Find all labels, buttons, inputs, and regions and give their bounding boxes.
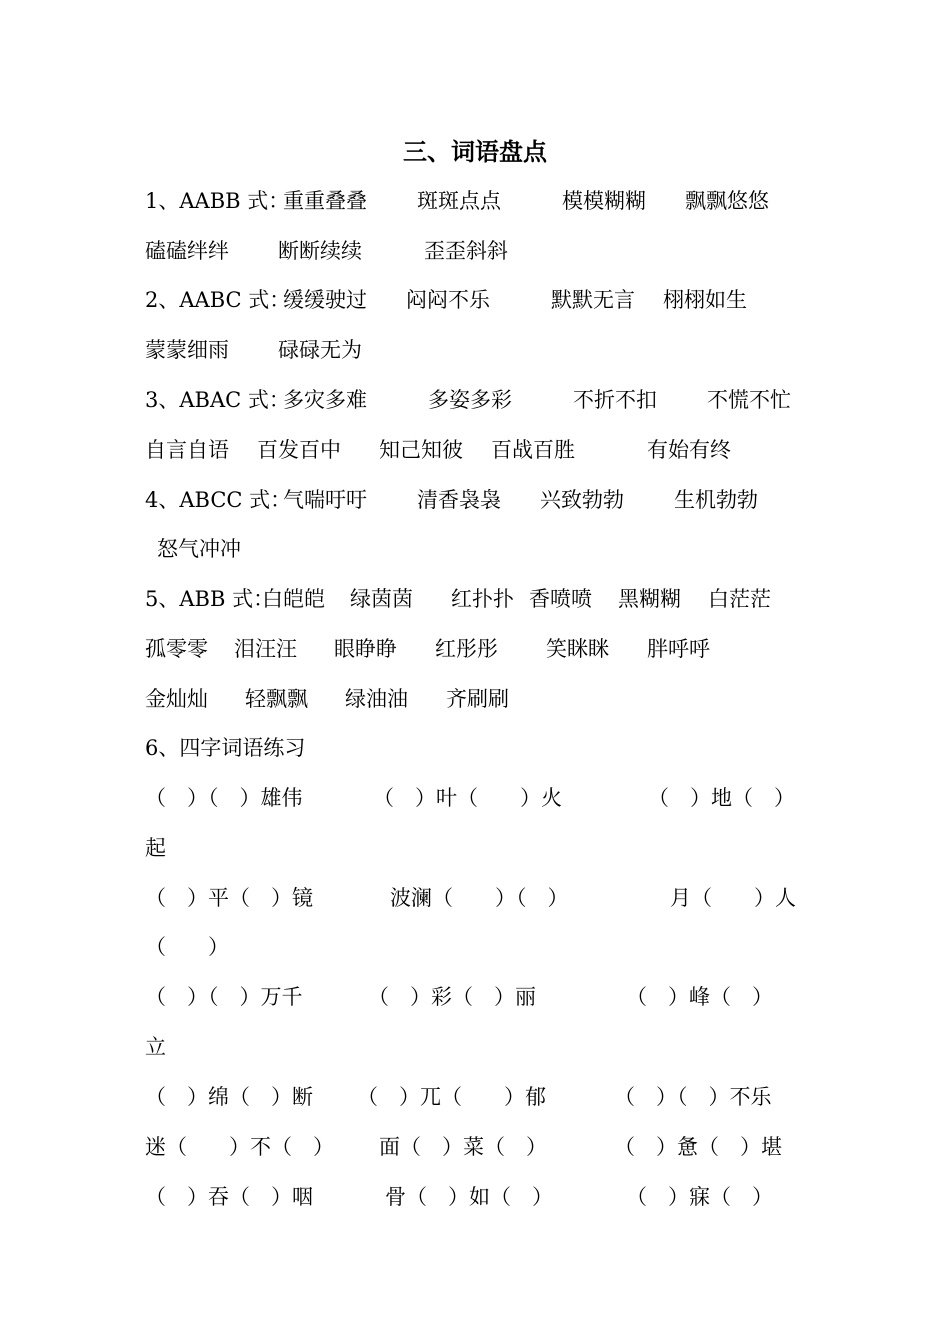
word: 不慌不忙 (707, 388, 791, 412)
section-heading: 5、ABB 式： (145, 587, 275, 611)
section-4-line-1 (0, 484, 950, 516)
word: 金灿灿 (145, 687, 208, 711)
exercise-line (0, 1081, 950, 1113)
word: 红扑扑 (451, 587, 514, 611)
word: 歪歪斜斜 (424, 239, 508, 263)
word: 缓缓驶过 (283, 288, 367, 312)
exercise-item: 月（ ）人 (670, 886, 796, 910)
word: 多姿多彩 (428, 388, 512, 412)
section-5-line-3 (0, 683, 950, 715)
word: 轻飘飘 (245, 687, 308, 711)
exercise-item: （ ） (145, 935, 229, 959)
word: 红彤彤 (435, 637, 498, 661)
exercise-line (0, 882, 950, 914)
exercise-line (0, 782, 950, 814)
exercise-item: （ ）（ ）不乐 (614, 1085, 772, 1109)
exercise-item: 骨（ ）如（ ） (385, 1185, 553, 1209)
word: 兴致勃勃 (540, 488, 624, 512)
exercise-line (0, 1131, 950, 1163)
exercise-item: 迷（ ）不（ ） (145, 1135, 334, 1159)
exercise-item: （ ）（ ）万千 (145, 985, 303, 1009)
section-3-line-2 (0, 434, 950, 466)
exercise-line (0, 1031, 950, 1063)
word: 白皑皑 (262, 587, 325, 611)
section-6-heading-line (0, 732, 950, 764)
section-4-line-2 (0, 533, 950, 565)
word: 黑糊糊 (618, 587, 681, 611)
exercise-item: 面（ ）菜（ ） (379, 1135, 547, 1159)
exercise-line (0, 981, 950, 1013)
exercise-item: （ ）（ ）雄伟 (145, 786, 303, 810)
word: 默默无言 (551, 288, 635, 312)
word: 笑眯眯 (546, 637, 609, 661)
exercise-item: 起 (145, 836, 166, 860)
word: 断断续续 (278, 239, 362, 263)
section-2-line-2 (0, 334, 950, 366)
section-heading: 2、AABC 式： (145, 288, 291, 312)
exercise-line (0, 832, 950, 864)
exercise-item: （ ）平（ ）镜 (145, 886, 313, 910)
word: 知己知彼 (379, 438, 463, 462)
word: 百战百胜 (491, 438, 575, 462)
exercise-item: （ ）惫（ ）堪 (614, 1135, 782, 1159)
exercise-item: （ ）绵（ ）断 (145, 1085, 313, 1109)
word: 泪汪汪 (234, 637, 297, 661)
exercise-item: （ ）兀（ ）郁 (357, 1085, 546, 1109)
exercise-line (0, 931, 950, 963)
page-title: 三、词语盘点 (403, 137, 547, 166)
exercise-item: 波澜（ ）（ ） (390, 886, 569, 910)
section-1-line-1 (0, 185, 950, 217)
word: 栩栩如生 (663, 288, 747, 312)
exercise-item: （ ）地（ ） (648, 786, 795, 810)
section-heading: 3、ABAC 式： (145, 388, 290, 412)
word: 绿油油 (345, 687, 408, 711)
word: 斑斑点点 (417, 189, 501, 213)
word: 自言自语 (145, 438, 229, 462)
word: 绿茵茵 (350, 587, 413, 611)
word: 蒙蒙细雨 (145, 338, 229, 362)
exercise-item: （ ）寐（ ） (626, 1185, 773, 1209)
section-5-line-2 (0, 633, 950, 665)
word: 碌碌无为 (278, 338, 362, 362)
word: 齐刷刷 (446, 687, 509, 711)
word: 闷闷不乐 (406, 288, 490, 312)
exercise-item: （ ）叶（ ）火 (373, 786, 562, 810)
word: 磕磕绊绊 (145, 239, 229, 263)
word: 飘飘悠悠 (685, 189, 769, 213)
section-heading: 6、四字词语练习 (145, 736, 306, 760)
word: 不折不扣 (573, 388, 657, 412)
section-heading: 4、ABCC 式： (145, 488, 292, 512)
word: 生机勃勃 (674, 488, 758, 512)
word: 怒气冲冲 (157, 537, 241, 561)
word: 眼睁睁 (334, 637, 397, 661)
section-1-line-2 (0, 235, 950, 267)
section-3-line-1 (0, 384, 950, 416)
word: 百发百中 (257, 438, 341, 462)
word: 重重叠叠 (283, 189, 367, 213)
section-heading: 1、AABB 式： (145, 189, 290, 213)
exercise-item: 立 (145, 1035, 166, 1059)
word: 孤零零 (145, 637, 208, 661)
exercise-item: （ ）吞（ ）咽 (145, 1185, 313, 1209)
word: 清香袅袅 (417, 488, 501, 512)
exercise-line (0, 1181, 950, 1213)
section-2-line-1 (0, 284, 950, 316)
word: 胖呼呼 (647, 637, 710, 661)
word: 白茫茫 (708, 587, 771, 611)
word: 模模糊糊 (562, 189, 646, 213)
section-5-line-1 (0, 583, 950, 615)
word: 气喘吁吁 (283, 488, 367, 512)
exercise-item: （ ）峰（ ） (626, 985, 773, 1009)
word: 有始有终 (647, 438, 731, 462)
word: 香喷喷 (529, 587, 592, 611)
exercise-item: （ ）彩（ ）丽 (368, 985, 536, 1009)
word: 多灾多难 (283, 388, 367, 412)
